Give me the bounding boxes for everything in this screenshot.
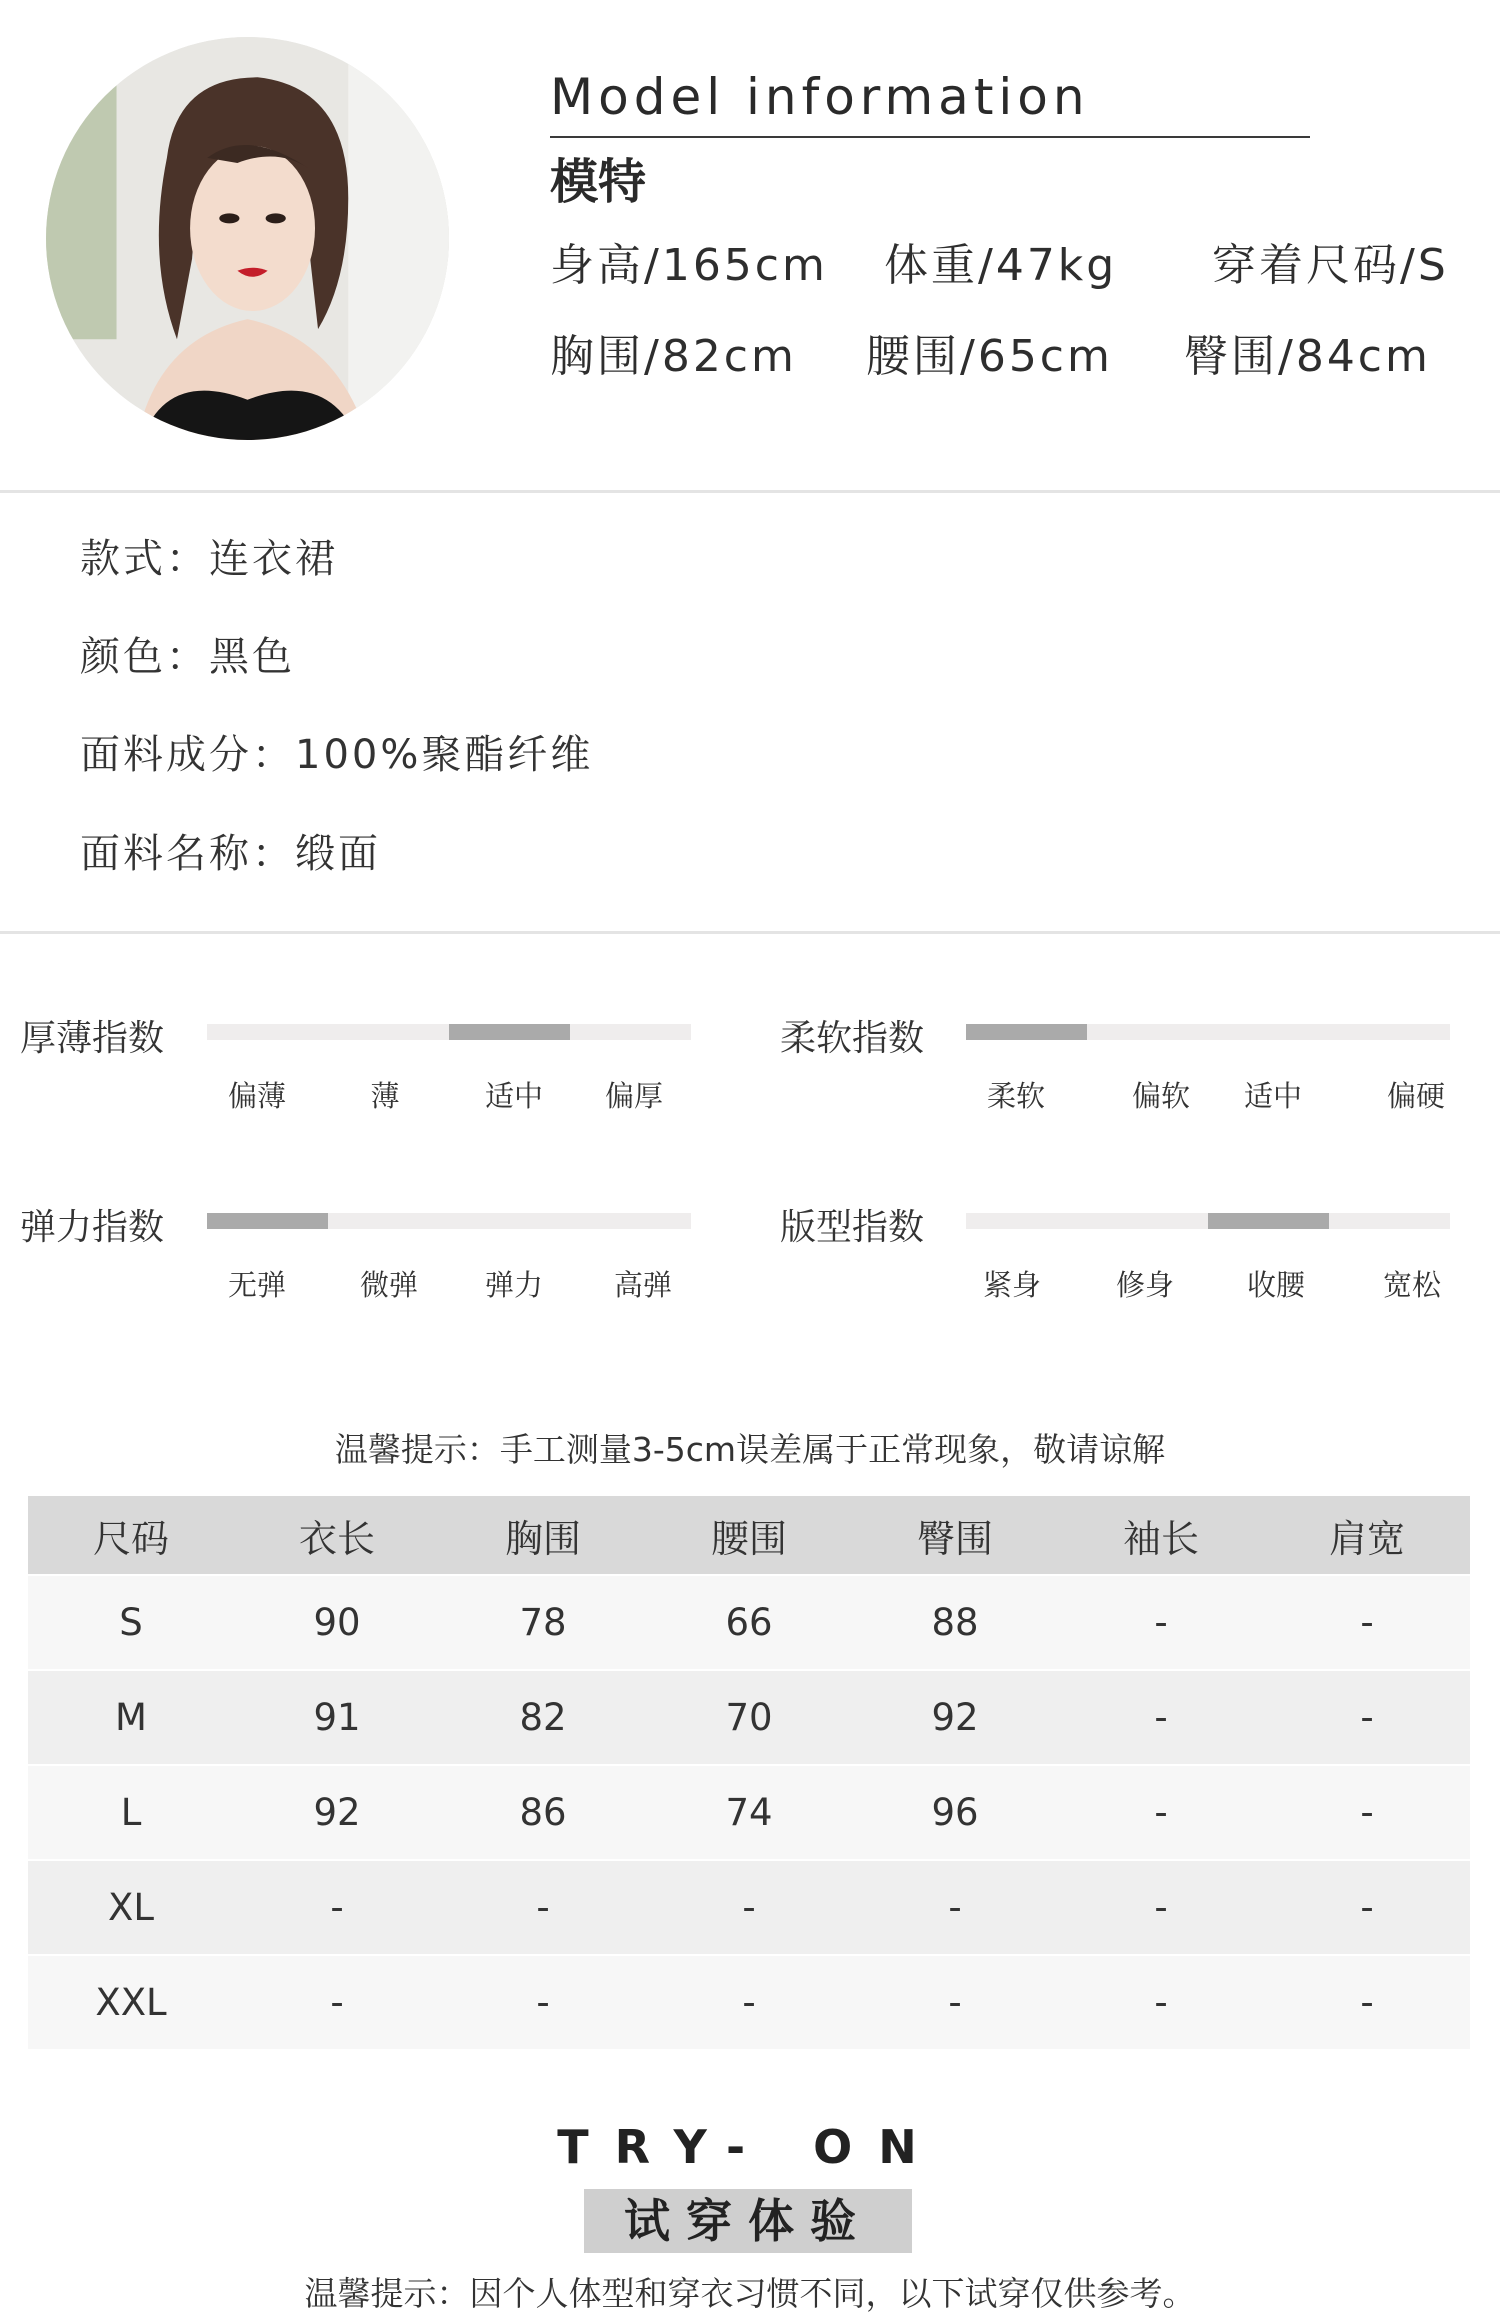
table-cell: - (1058, 1860, 1264, 1955)
table-cell: XL (28, 1860, 234, 1955)
model-photo-icon (46, 37, 449, 440)
index-bar-fill (1208, 1213, 1329, 1229)
table-cell: - (440, 1955, 646, 2049)
tryon-title-cn: 试穿体验 (584, 2189, 912, 2253)
table-cell: - (852, 1955, 1058, 2049)
title-underline (550, 136, 1310, 138)
index-tick: 偏薄 (227, 1079, 287, 1113)
index-bar-fill (449, 1024, 570, 1040)
tryon-title-en: TRY- ON (557, 2120, 943, 2174)
model-hip: 臀围/84cm (1184, 331, 1431, 382)
table-cell: - (234, 1955, 440, 2049)
index-label-fit: 版型指数 (780, 1207, 925, 1248)
table-cell: - (1058, 1575, 1264, 1670)
attr-style-label: 款式： (80, 536, 209, 582)
table-cell: 92 (234, 1765, 440, 1860)
table-cell: - (1264, 1955, 1470, 2049)
index-tick: 适中 (484, 1079, 544, 1113)
attr-style-value: 连衣裙 (209, 536, 338, 582)
col-header-hip: 臀围 (852, 1496, 1058, 1575)
col-header-size: 尺码 (28, 1496, 234, 1575)
index-tick: 收腰 (1246, 1268, 1306, 1302)
table-cell: - (440, 1860, 646, 1955)
table-cell: 78 (440, 1575, 646, 1670)
table-cell: - (1264, 1765, 1470, 1860)
index-label-softness: 柔软指数 (780, 1018, 925, 1059)
index-tick: 偏硬 (1386, 1079, 1446, 1113)
index-tick: 紧身 (982, 1268, 1042, 1302)
table-cell: - (646, 1860, 852, 1955)
col-header-length: 衣长 (234, 1496, 440, 1575)
table-cell: XXL (28, 1955, 234, 2049)
col-header-shoulder: 肩宽 (1264, 1496, 1470, 1575)
index-tick: 柔软 (986, 1079, 1046, 1113)
size-table-header (28, 1496, 1470, 1575)
table-cell: - (852, 1860, 1058, 1955)
col-header-bust: 胸围 (440, 1496, 646, 1575)
index-tick: 修身 (1115, 1268, 1175, 1302)
index-tick: 偏软 (1131, 1079, 1191, 1113)
model-waist: 腰围/65cm (866, 331, 1113, 382)
table-cell: M (28, 1670, 234, 1765)
section-divider (0, 931, 1500, 934)
table-row (28, 1670, 1470, 1765)
attr-color-label: 颜色： (80, 634, 209, 680)
index-tick: 微弹 (359, 1268, 419, 1302)
col-header-waist: 腰围 (646, 1496, 852, 1575)
measurement-notice: 温馨提示：手工测量3-5cm误差属于正常现象，敬请谅解 (334, 1430, 1166, 1469)
index-tick: 无弹 (227, 1268, 287, 1302)
index-tick: 适中 (1243, 1079, 1303, 1113)
index-bar-thickness (207, 1024, 691, 1040)
table-cell: - (646, 1955, 852, 2049)
model-title-en: Model information (550, 68, 1090, 126)
table-cell: 66 (646, 1575, 852, 1670)
model-size: 穿着尺码/S (1212, 240, 1449, 291)
attr-material-label: 面料名称： (80, 831, 295, 877)
attr-material (80, 822, 381, 879)
table-cell: 91 (234, 1670, 440, 1765)
table-cell: S (28, 1575, 234, 1670)
table-cell: - (1058, 1765, 1264, 1860)
table-cell: 74 (646, 1765, 852, 1860)
model-title-cn: 模特 (550, 154, 647, 210)
attr-color-value: 黑色 (209, 634, 295, 680)
index-bar-fill (966, 1024, 1087, 1040)
model-bust: 胸围/82cm (550, 331, 797, 382)
table-cell: 96 (852, 1765, 1058, 1860)
section-divider (0, 490, 1500, 493)
table-cell: - (1058, 1955, 1264, 2049)
index-label-thickness: 厚薄指数 (20, 1018, 165, 1059)
index-label-elasticity: 弹力指数 (20, 1207, 165, 1248)
table-cell: L (28, 1765, 234, 1860)
size-table (28, 1496, 1470, 2049)
attr-fabric-label: 面料成分： (80, 732, 295, 778)
col-header-sleeve: 袖长 (1058, 1496, 1264, 1575)
index-tick: 宽松 (1382, 1268, 1442, 1302)
table-cell: 70 (646, 1670, 852, 1765)
table-cell: - (1264, 1860, 1470, 1955)
attr-material-value: 缎面 (295, 831, 381, 877)
table-row (28, 1860, 1470, 1955)
index-tick: 弹力 (484, 1268, 544, 1302)
index-bar-fit (966, 1213, 1450, 1229)
table-cell: 82 (440, 1670, 646, 1765)
index-tick: 薄 (370, 1079, 400, 1113)
attr-fabric-value: 100%聚酯纤维 (295, 732, 594, 778)
index-bar-elasticity (207, 1213, 691, 1229)
index-tick: 高弹 (613, 1268, 673, 1302)
table-cell: - (1058, 1670, 1264, 1765)
model-weight: 体重/47kg (884, 240, 1118, 291)
model-height: 身高/165cm (550, 240, 828, 291)
table-cell: 88 (852, 1575, 1058, 1670)
table-row (28, 1955, 1470, 2049)
attr-fabric (80, 723, 593, 780)
table-cell: - (1264, 1670, 1470, 1765)
table-cell: 92 (852, 1670, 1058, 1765)
table-cell: - (234, 1860, 440, 1955)
tryon-notice: 温馨提示：因个人体型和穿衣习惯不同，以下试穿仅供参考。 (304, 2274, 1196, 2313)
table-row (28, 1765, 1470, 1860)
model-avatar (46, 37, 449, 440)
table-cell: 86 (440, 1765, 646, 1860)
index-tick: 偏厚 (604, 1079, 664, 1113)
table-row (28, 1575, 1470, 1670)
attr-style (80, 527, 338, 584)
index-bar-softness (966, 1024, 1450, 1040)
index-bar-fill (207, 1213, 328, 1229)
table-cell: - (1264, 1575, 1470, 1670)
table-cell: 90 (234, 1575, 440, 1670)
attr-color (80, 625, 295, 682)
